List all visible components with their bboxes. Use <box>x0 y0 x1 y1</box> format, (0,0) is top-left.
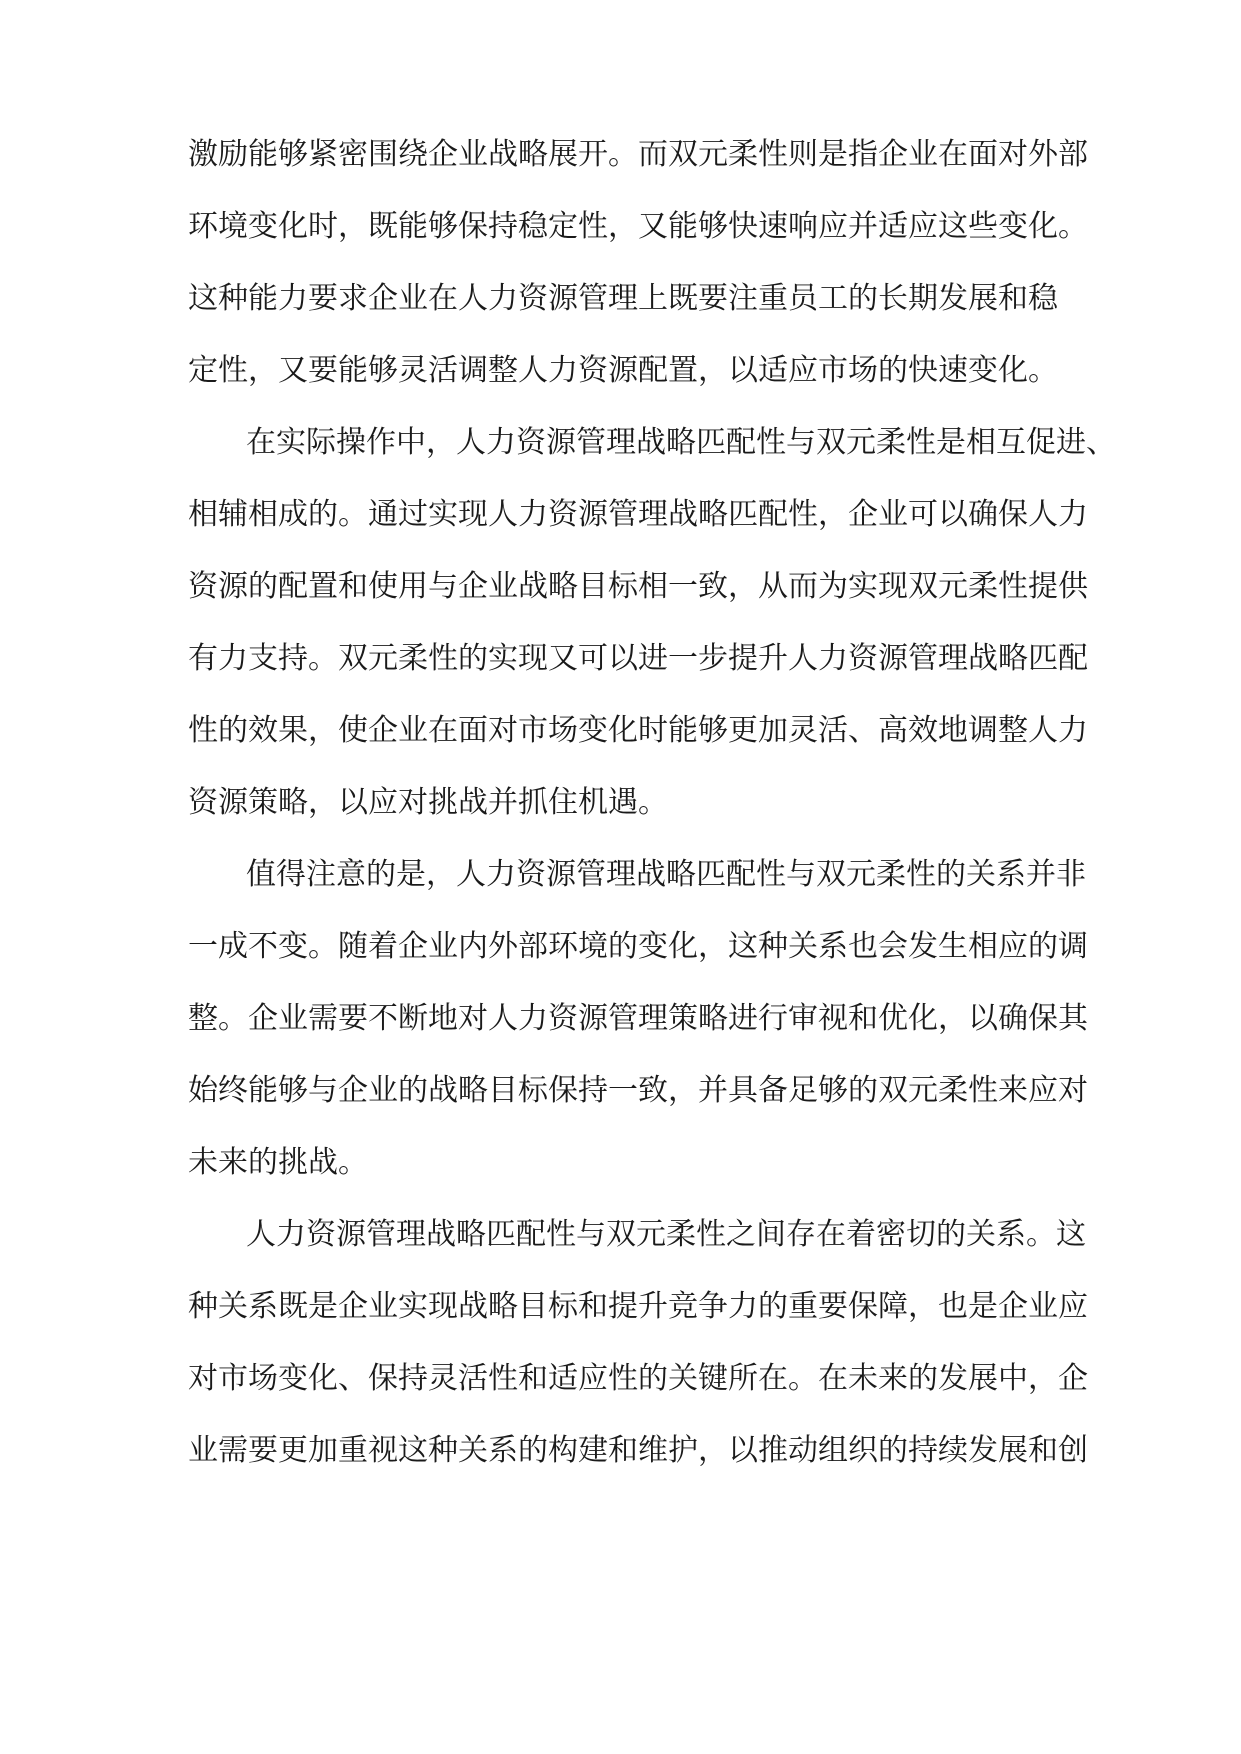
text-line: 环境变化时，既能够保持稳定性，又能够快速响应并适应这些变化。 <box>188 209 1088 244</box>
text-line: 业需要更加重视这种关系的构建和维护，以推动组织的持续发展和创 <box>188 1433 1088 1468</box>
text-line: 始终能够与企业的战略目标保持一致，并具备足够的双元柔性来应对 <box>188 1073 1088 1108</box>
text-line: 一成不变。随着企业内外部环境的变化，这种关系也会发生相应的调 <box>188 929 1088 964</box>
text-line: 资源策略，以应对挑战并抓住机遇。 <box>188 785 668 820</box>
text-line: 定性，又要能够灵活调整人力资源配置，以适应市场的快速变化。 <box>188 353 1058 388</box>
text-line: 种关系既是企业实现战略目标和提升竞争力的重要保障，也是企业应 <box>188 1289 1088 1324</box>
text-line: 资源的配置和使用与企业战略目标相一致，从而为实现双元柔性提供 <box>188 569 1088 604</box>
text-line: 激励能够紧密围绕企业战略展开。而双元柔性则是指企业在面对外部 <box>188 137 1088 172</box>
text-line: 这种能力要求企业在人力资源管理上既要注重员工的长期发展和稳 <box>188 281 1058 316</box>
text-line: 整。企业需要不断地对人力资源管理策略进行审视和优化，以确保其 <box>188 1001 1088 1036</box>
text-line: 性的效果，使企业在面对市场变化时能够更加灵活、高效地调整人力 <box>188 713 1088 748</box>
text-line: 未来的挑战。 <box>188 1145 368 1180</box>
text-line: 有力支持。双元柔性的实现又可以进一步提升人力资源管理战略匹配 <box>188 641 1088 676</box>
paragraph-first-line: 在实际操作中，人力资源管理战略匹配性与双元柔性是相互促进、 <box>246 425 1116 460</box>
paragraph-first-line: 人力资源管理战略匹配性与双元柔性之间存在着密切的关系。这 <box>246 1217 1086 1252</box>
text-line: 相辅相成的。通过实现人力资源管理战略匹配性，企业可以确保人力 <box>188 497 1088 532</box>
paragraph-first-line: 值得注意的是，人力资源管理战略匹配性与双元柔性的关系并非 <box>246 857 1086 892</box>
text-line: 对市场变化、保持灵活性和适应性的关键所在。在未来的发展中，企 <box>188 1361 1088 1396</box>
